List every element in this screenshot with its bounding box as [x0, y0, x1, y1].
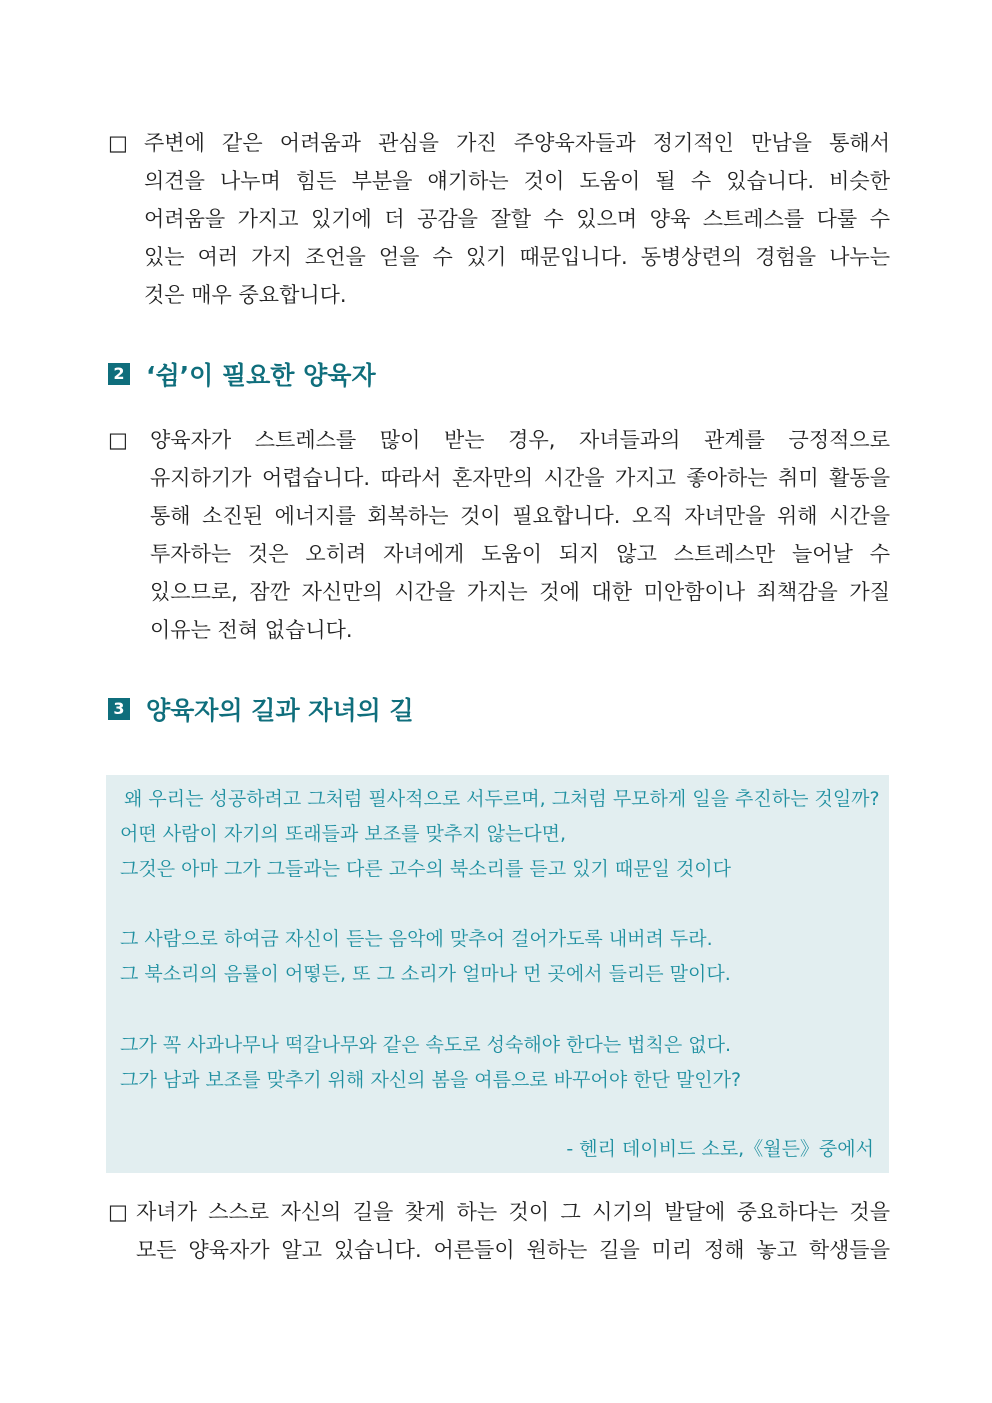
paragraph-line: 양육자가 스트레스를 많이 받는 경우, 자녀들과의 관계를 긍정적으로 — [150, 428, 890, 452]
checkbox-bullet-icon: □ — [108, 1200, 128, 1224]
paragraph-rest-needed — [108, 421, 890, 649]
paragraph-line: 있으므로, 잠깐 자신만의 시간을 가지는 것에 대한 미안함이나 죄책감을 가질 — [150, 580, 890, 604]
paragraph-line: 이유는 전혀 없습니다. — [150, 618, 353, 642]
checkbox-bullet-icon: □ — [108, 428, 128, 452]
paragraph-own-path — [108, 1193, 890, 1269]
paragraph-line: 유지하기가 어렵습니다. 따라서 혼자만의 시간을 가지고 좋아하는 취미 활동을 — [150, 466, 890, 490]
section-heading-paths — [108, 693, 414, 725]
paragraph-line: 의견을 나누며 힘든 부분을 얘기하는 것이 도움이 될 수 있습니다. 비슷한 — [144, 169, 890, 193]
paragraph-peer-support — [108, 124, 890, 314]
paragraph-line: 투자하는 것은 오히려 자녀에게 도움이 되지 않고 스트레스만 늘어날 수 — [150, 542, 890, 566]
paragraph-line: 통해 소진된 에너지를 회복하는 것이 필요합니다. 오직 자녀만을 위해 시간을 — [150, 504, 890, 528]
section-number-badge: 2 — [108, 363, 130, 385]
paragraph-line: 있는 여러 가지 조언을 얻을 수 있기 때문입니다. 동병상련의 경험을 나누는 — [144, 245, 890, 269]
quote-line: 그가 꼭 사과나무나 떡갈나무와 같은 속도로 성숙해야 한다는 법칙은 없다. — [120, 1034, 732, 1056]
paragraph-line: 어려움을 가지고 있기에 더 공감을 잘할 수 있으며 양육 스트레스를 다룰 수 — [144, 207, 890, 231]
quote-line: 그 북소리의 음률이 어떻든, 또 그 소리가 얼마나 먼 곳에서 들리든 말이다. — [120, 963, 731, 985]
section-title: ‘쉼’이 필요한 양육자 — [146, 361, 376, 390]
section-number-badge: 3 — [108, 698, 130, 720]
quote-line: 그 사람으로 하여금 자신이 듣는 음악에 맞추어 걸어가도록 내버려 두라. — [120, 928, 713, 950]
paragraph-line: 모든 양육자가 알고 있습니다. 어른들이 원하는 길을 미리 정해 놓고 학생들을 — [136, 1238, 890, 1262]
section-title: 양육자의 길과 자녀의 길 — [146, 696, 414, 725]
paragraph-line: 자녀가 스스로 자신의 길을 찾게 하는 것이 그 시기의 발달에 중요하다는 것을 — [136, 1200, 890, 1224]
paragraph-line: 주변에 같은 어려움과 관심을 가진 주양육자들과 정기적인 만남을 통해서 — [144, 131, 890, 155]
quote-source: - 헨리 데이비드 소로,《월든》중에서 — [566, 1138, 874, 1160]
section-heading-rest — [108, 358, 376, 390]
quote-line: 어떤 사람이 자기의 또래들과 보조를 맞추지 않는다면, — [120, 823, 567, 845]
paragraph-line: 것은 매우 중요합니다. — [144, 283, 347, 307]
quote-line: 그가 남과 보조를 맞추기 위해 자신의 봄을 여름으로 바꾸어야 한단 말인가? — [120, 1069, 742, 1091]
checkbox-bullet-icon: □ — [108, 131, 128, 155]
quote-line: 그것은 아마 그가 그들과는 다른 고수의 북소리를 듣고 있기 때문일 것이다 — [120, 858, 732, 880]
quote-line: 왜 우리는 성공하려고 그처럼 필사적으로 서두르며, 그처럼 무모하게 일을 추진하는 것일까? — [124, 788, 880, 810]
